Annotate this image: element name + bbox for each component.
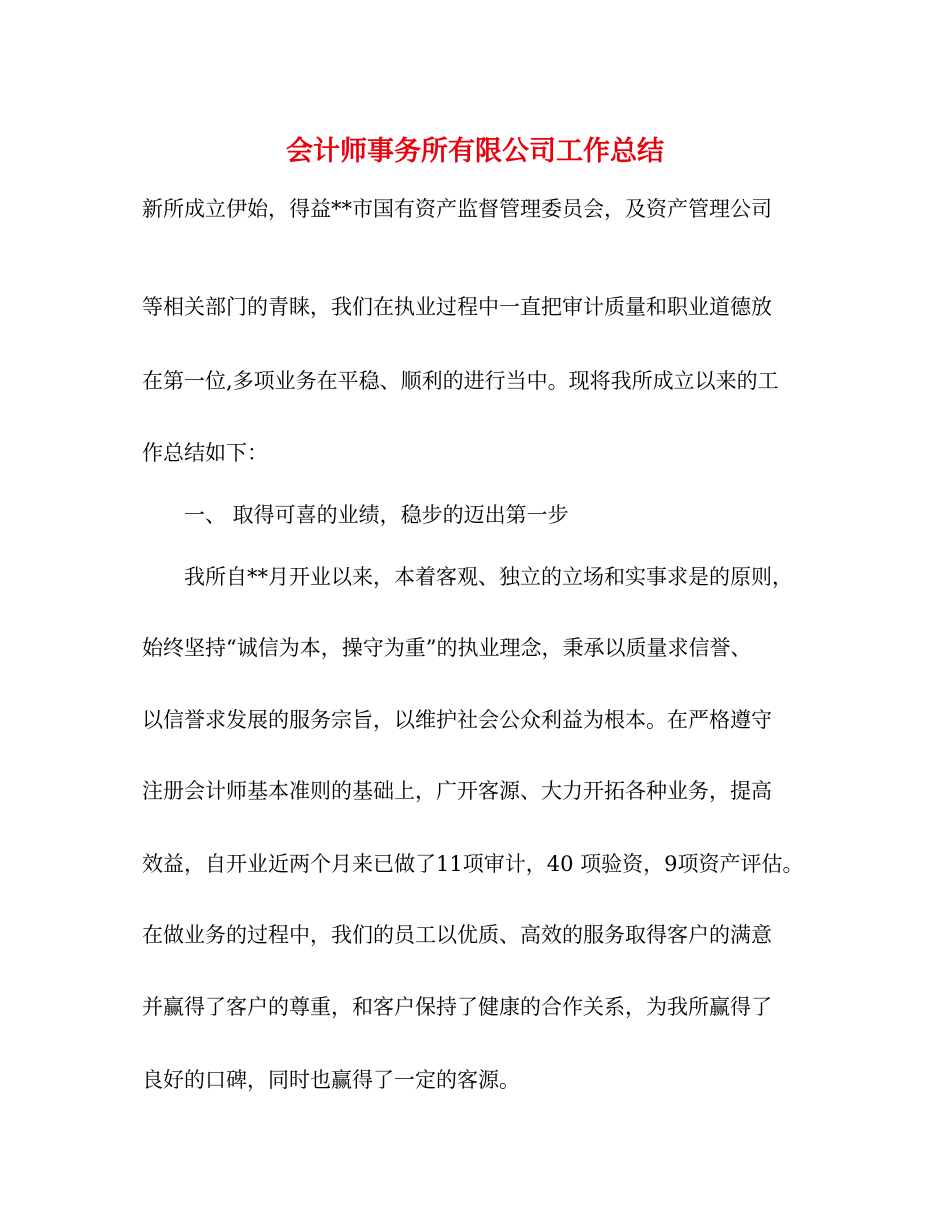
paragraph-line-7: 以信誉求发展的服务宗旨，以维护社会公众利益为根本。在严格遵守 xyxy=(142,708,772,732)
paragraph-line-6: 始终坚持“诚信为本，操守为重”的执业理念，秉承以质量求信誉、 xyxy=(142,636,752,660)
section-heading-1: 一、 取得可喜的业绩，稳步的迈出第一步 xyxy=(184,503,569,527)
paragraph-line-10: 在做业务的过程中，我们的员工以优质、高效的服务取得客户的满意 xyxy=(142,923,772,947)
paragraph-line-2: 等相关部门的青睐，我们在执业过程中一直把审计质量和职业道德放 xyxy=(142,295,772,319)
paragraph-line-1: 新所成立伊始，得益**市国有资产监督管理委员会，及资产管理公司 xyxy=(142,197,772,221)
paragraph-line-9: 效益，自开业近两个月来已做了11项审计，40 项验资，9项资产评估。 xyxy=(142,852,804,876)
document-title: 会计师事务所有限公司工作总结 xyxy=(286,136,664,167)
paragraph-line-11: 并赢得了客户的尊重，和客户保持了健康的合作关系，为我所赢得了 xyxy=(142,995,772,1019)
paragraph-line-3: 在第一位,多项业务在平稳、顺利的进行当中。现将我所成立以来的工 xyxy=(142,369,779,393)
paragraph-line-4: 作总结如下： xyxy=(142,441,268,465)
paragraph-line-5: 我所自**月开业以来，本着客观、独立的立场和实事求是的原则， xyxy=(184,565,793,589)
paragraph-line-12: 良好的口碑，同时也赢得了一定的客源。 xyxy=(142,1068,520,1092)
paragraph-line-8: 注册会计师基本准则的基础上，广开客源、大力开拓各种业务，提高 xyxy=(142,779,772,803)
